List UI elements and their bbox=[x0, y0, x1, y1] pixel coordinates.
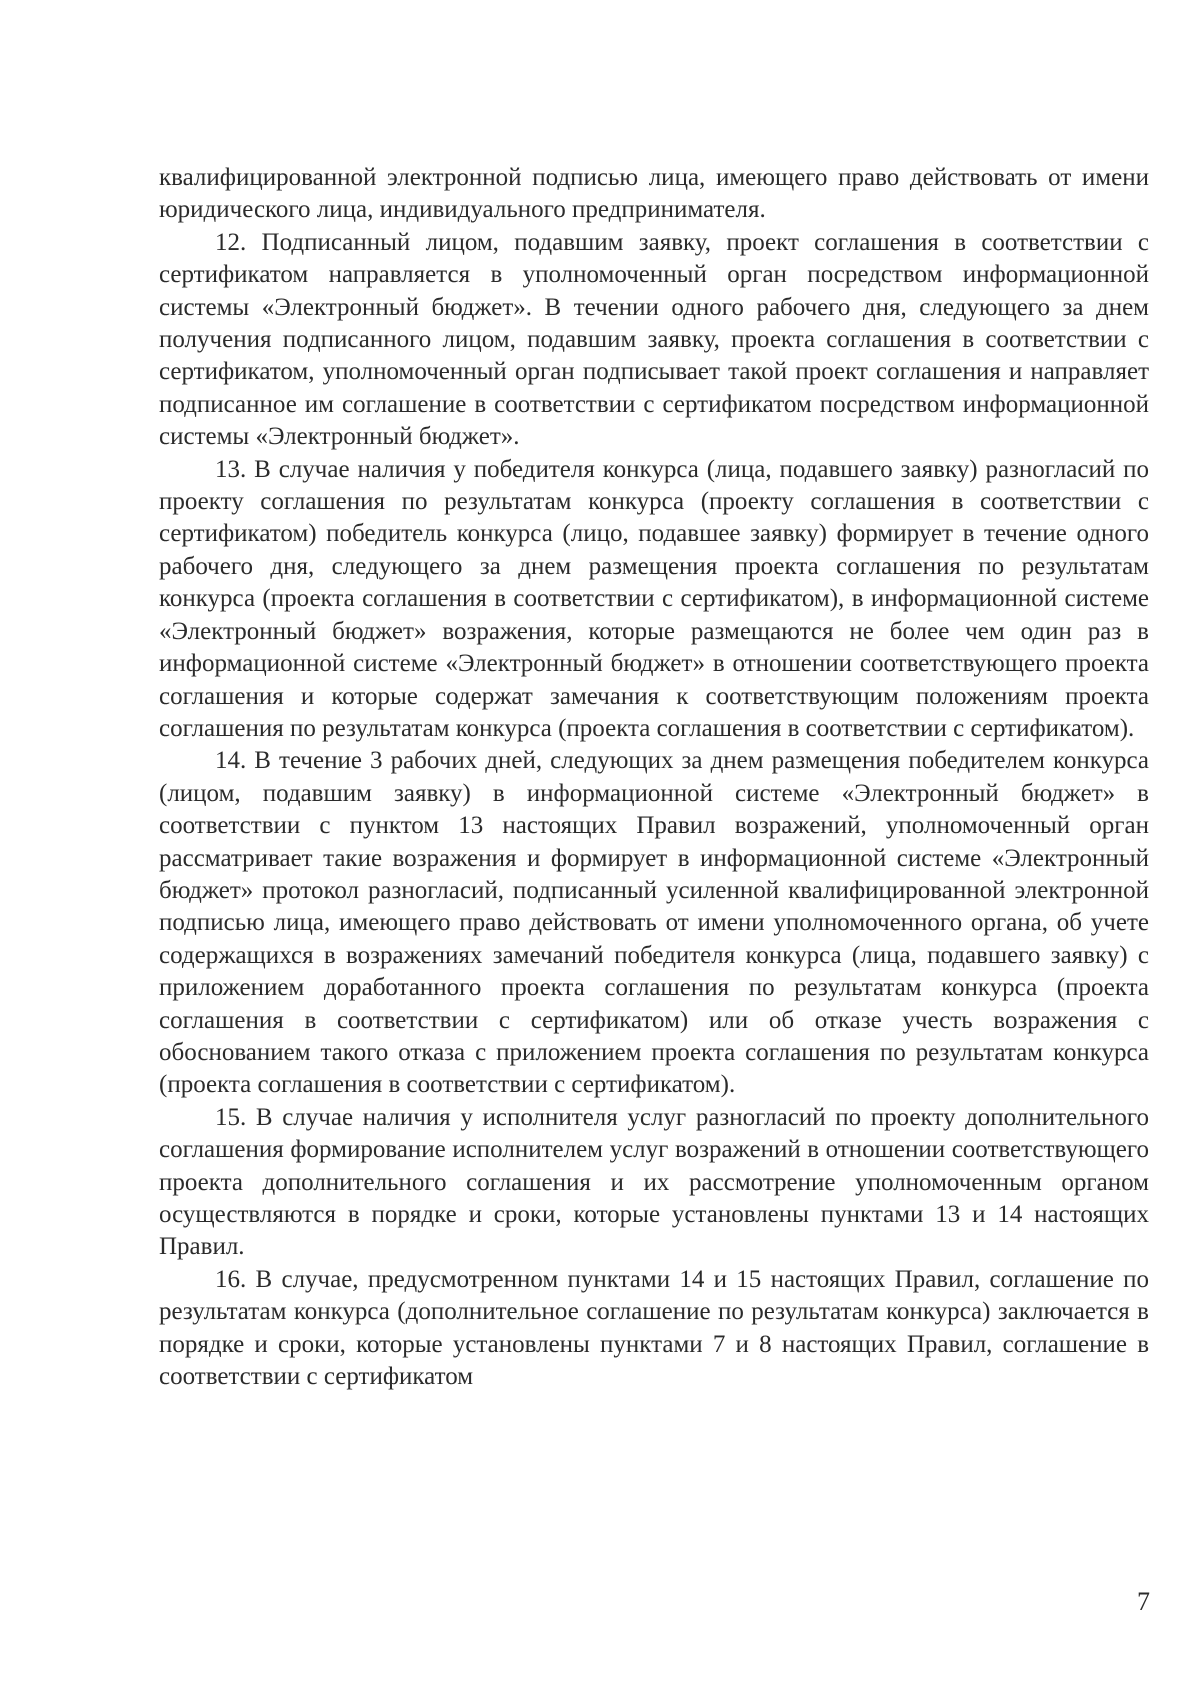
paragraph-13: 13. В случае наличия у победителя конкурса (лица, подавшего заявку) разногласий по проекту соглашения по результатам конкурса (проекту соглашения в соответствии с сертификатом) победитель конкурса (лицо, подавшее заявку) формирует в течение одного рабочего дня, следующего за днем размещения проекта соглашения по результатам конкурса (проекта соглашения в соответствии с сертификатом), в информационной системе «Электронный бюджет» возражения, которые размещаются не более чем один раз в информационной системе «Электронный бюджет» в отношении соответствующего проекта соглашения и которые содержат замечания к соответствующим положениям проекта соглашения по результатам конкурса (проекта соглашения в соответствии с сертификатом). bbox=[159, 455, 1149, 742]
paragraph-16: 16. В случае, предусмотренном пунктами 14 и 15 настоящих Правил, соглашение по результатам конкурса (дополнительное соглашение по результатам конкурса) заключается в порядке и сроки, которые установлены пунктами 7 и 8 настоящих Правил, соглашение в соответствии с сертификатом bbox=[159, 1265, 1149, 1391]
page-number: 7 bbox=[1137, 1587, 1150, 1616]
paragraph-continuation: квалифицированной электронной подписью лица, имеющего право действовать от имени юридического лица, индивидуального предпринимателя. bbox=[159, 164, 1149, 224]
paragraph-15: 15. В случае наличия у исполнителя услуг разногласий по проекту дополнительного соглашения формирование исполнителем услуг возражений в отношении соответствующего проекта дополнительного соглашения и их рассмотрение уполномоченным органом осуществляются в порядке и сроки, которые установлены пунктами 13 и 14 настоящих Правил. bbox=[159, 1103, 1149, 1261]
document-body bbox=[159, 162, 1149, 1393]
paragraph-14: 14. В течение 3 рабочих дней, следующих за днем размещения победителем конкурса (лицом, подавшим заявку) в информационной системе «Электронный бюджет» в соответствии с пунктом 13 настоящих Правил возражений, уполномоченный орган рассматривает такие возражения и формирует в информационной системе «Электронный бюджет» протокол разногласий, подписанный усиленной квалифицированной электронной подписью лица, имеющего право действовать от имени уполномоченного органа, об учете содержащихся в возражениях замечаний победителя конкурса (лица, подавшего заявку) с приложением доработанного проекта соглашения по результатам конкурса (проекта соглашения в соответствии с сертификатом) или об отказе учесть возражения с обоснованием такого отказа с приложением проекта соглашения по результатам конкурса (проекта соглашения в соответствии с сертификатом). bbox=[159, 747, 1149, 1099]
paragraph-12: 12. Подписанный лицом, подавшим заявку, проект соглашения в соответствии с сертификатом направляется в уполномоченный орган посредством информационной системы «Электронный бюджет». В течении одного рабочего дня, следующего за днем получения подписанного лицом, подавшим заявку, проекта соглашения в соответствии с сертификатом, уполномоченный орган подписывает такой проект соглашения и направляет подписанное им соглашение в соответствии с сертификатом посредством информационной системы «Электронный бюджет». bbox=[159, 228, 1149, 451]
